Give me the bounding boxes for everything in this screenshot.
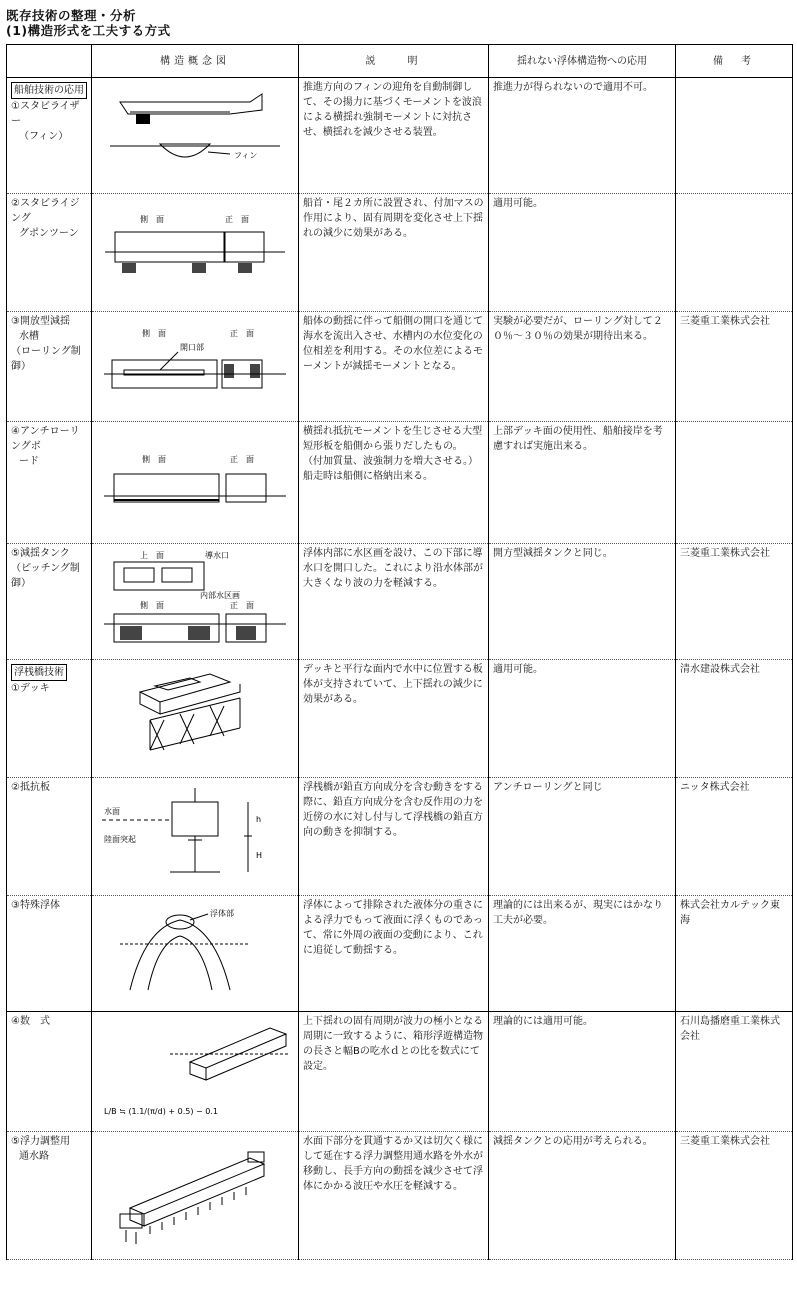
section-label: 船舶技術の応用 [11,82,87,99]
concept-figure-cell [92,778,299,896]
concept-figure-cell [92,78,299,194]
fig-label: 内部水区画 [200,591,240,600]
special-float-figure [100,898,290,1002]
fig-label: h [256,815,262,824]
application-cell: アンチローリングと同じ [489,778,676,896]
stabilizing-pontoon-figure [100,196,290,296]
fig-label: 側 面 [140,601,164,610]
anti-rolling-board-figure [100,424,290,524]
table-row [7,544,793,660]
table-row [7,194,793,312]
row-name: ③開放型減揺 [11,316,70,327]
explanation-cell: 浮桟橋が鉛直方向成分を含む動きをする際に、鉛直方向成分を含む反作用の力を近傍の水に対し付与して浮桟橋の鉛直方向の動きを抑制する。 [299,778,489,896]
remarks-cell: 清水建設株式会社 [676,660,793,778]
fig-label: 上 面 [140,551,164,560]
table-row [7,422,793,544]
fig-label: 陸面突起 [104,835,136,844]
concept-figure-cell [92,660,299,778]
row-name-sub: 通水路 [19,1151,49,1162]
row-name: ③特殊浮体 [11,900,60,911]
remarks-cell: 株式会社カルテック東海 [676,896,793,1012]
page-title: 既存技術の整理・分析 [6,8,137,23]
explanation-cell: 船体の動揺に伴って船側の開口を通じて海水を流出入させ、水槽内の水位変化の位相差を利用する。その水位差によるモーメントが減揺モーメントとなる。 [299,312,489,422]
col-header-explanation: 説 明 [299,45,489,78]
row-name-cell [7,1132,92,1260]
resistance-plate-figure [100,780,290,884]
explanation-cell: 船首・尾２カ所に設置され、付加マスの作用により、固有周期を変化させ上下揺れの減少に効果がある。 [299,194,489,312]
explanation-cell: 浮体内部に水区画を設け、この下部に導水口を開口した。これにより沿水体部が大きくなり波の力を軽減する。 [299,544,489,660]
application-cell: 開方型減揺タンクと同じ。 [489,544,676,660]
concept-figure-cell [92,312,299,422]
row-name-cell [7,422,92,544]
stabilizer-fin-figure [100,80,290,180]
concept-figure-cell [92,544,299,660]
application-cell: 推進力が得られないので適用不可。 [489,78,676,194]
row-name-sub: ード [19,456,39,467]
remarks-cell: 三菱重工業株式会社 [676,544,793,660]
page-subtitle: (1)構造形式を工夫する方式 [6,23,171,38]
col-header-concept: 構造概念図 [92,45,299,78]
fig-label: 浮体部 [210,909,234,918]
fig-label: フィン [234,151,258,160]
concept-figure-cell [92,896,299,1012]
concept-figure-cell [92,194,299,312]
remarks-cell: 三菱重工業株式会社 [676,1132,793,1260]
row-name-sub: グポンツーン [19,228,79,239]
row-name: ④数 式 [11,1016,50,1027]
row-name-cell [7,660,92,778]
fig-label: 開口部 [180,343,204,352]
fig-label: 正 面 [230,329,254,338]
fig-label: 側 面 [142,455,166,464]
row-name: ②スタビライジング [11,198,80,224]
table-row [7,778,793,896]
row-name-sub: （ローリング制御） [11,346,81,372]
application-cell: 減揺タンクとの応用が考えられる。 [489,1132,676,1260]
remarks-cell: 石川島播磨重工業株式会社 [676,1012,793,1132]
row-name: ⑤減揺タンク [11,548,70,559]
concept-figure-cell [92,1012,299,1132]
table-row [7,1012,793,1132]
explanation-cell: 浮体によって排除された液体分の重さによる浮力でもって液面に浮くものであって、常に外周の液面の変動により、これに追従して動揺する。 [299,896,489,1012]
application-cell: 実験が必要だが、ローリング対して２０％～３０％の効果が期待出来る。 [489,312,676,422]
table-row [7,1132,793,1260]
row-name-sub: 水槽 [19,331,39,342]
technology-table [6,44,793,1260]
col-header-name [7,45,92,78]
buoyancy-channel-figure [100,1134,290,1250]
concept-figure-cell [92,422,299,544]
explanation-cell: 水面下部分を貫通するか又は切欠く様にして延在する浮力調整用通水路を外水が移動し、長手方向の動揺を減少させて浮体にかかる波圧や水圧を軽減する。 [299,1132,489,1260]
application-cell: 上部デッキ面の使用性、船舶接岸を考慮すれば実施出来る。 [489,422,676,544]
explanation-cell: デッキと平行な面内で水中に位置する板体が支持されていて、上下揺れの減少に効果がある。 [299,660,489,778]
concept-figure-cell [92,1132,299,1260]
explanation-cell: 横揺れ抵抗モーメントを生じさせる大型短形板を船側から張りだしたもの。 （付加質量、波強制力を増大させる。） 船走時は船側に格納出来る。 [299,422,489,544]
row-name: ④アンチローリングボ [11,426,80,452]
formula-box-figure [100,1014,290,1124]
floating-deck-figure [100,662,290,766]
fig-label: 導水口 [205,551,229,560]
fig-label: 側 面 [140,215,164,224]
row-name-sub: （フィン） [19,131,69,142]
fig-label: 正 面 [230,455,254,464]
row-name: ①デッキ [11,683,50,694]
remarks-cell: ニッタ株式会社 [676,778,793,896]
table-row [7,312,793,422]
row-name-cell [7,544,92,660]
fig-label: H [256,851,263,860]
remarks-cell [676,78,793,194]
remarks-cell [676,422,793,544]
application-cell: 適用可能。 [489,660,676,778]
row-name-cell [7,194,92,312]
col-header-remarks: 備 考 [676,45,793,78]
row-name-cell [7,1012,92,1132]
row-name: ①スタビライザー [11,101,80,127]
anti-pitch-tank-figure [100,546,290,652]
table-header-row [7,45,793,78]
remarks-cell: 三菱重工業株式会社 [676,312,793,422]
application-cell: 理論的には適用可能。 [489,1012,676,1132]
application-cell: 理論的には出来るが、現実にはかなり工夫が必要。 [489,896,676,1012]
fig-label: 正 面 [225,215,249,224]
explanation-cell: 上下揺れの固有周期が波力の極小となる周期に一致するように、箱形浮遊構造物の長さと幅Bの吃水ｄとの比を数式にて設定。 [299,1012,489,1132]
row-name: ②抵抗板 [11,782,50,793]
row-name: ⑤浮力調整用 [11,1136,70,1147]
fig-label: 側 面 [142,329,166,338]
table-row [7,78,793,194]
table-row [7,896,793,1012]
fig-label: 正 面 [230,601,254,610]
table-row [7,660,793,778]
fig-label: L/B ≒ (1.1/(π/d) + 0.5) − 0.1 [104,1107,218,1116]
fig-label: 水面 [104,807,120,816]
application-cell: 適用可能。 [489,194,676,312]
row-name-cell [7,778,92,896]
section-label: 浮桟橋技術 [11,664,67,681]
row-name-sub: （ピッチング制御） [11,563,80,589]
row-name-cell [7,896,92,1012]
remarks-cell [676,194,793,312]
row-name-cell [7,312,92,422]
row-name-cell [7,78,92,194]
anti-roll-tank-figure [100,314,290,414]
explanation-cell: 推進方向のフィンの迎角を自動制御して、その揚力に基づくモーメントを波浪による横揺れ強制モーメントに対抗させ、横揺れを減少させる装置。 [299,78,489,194]
col-header-application: 揺れない浮体構造物への応用 [489,45,676,78]
